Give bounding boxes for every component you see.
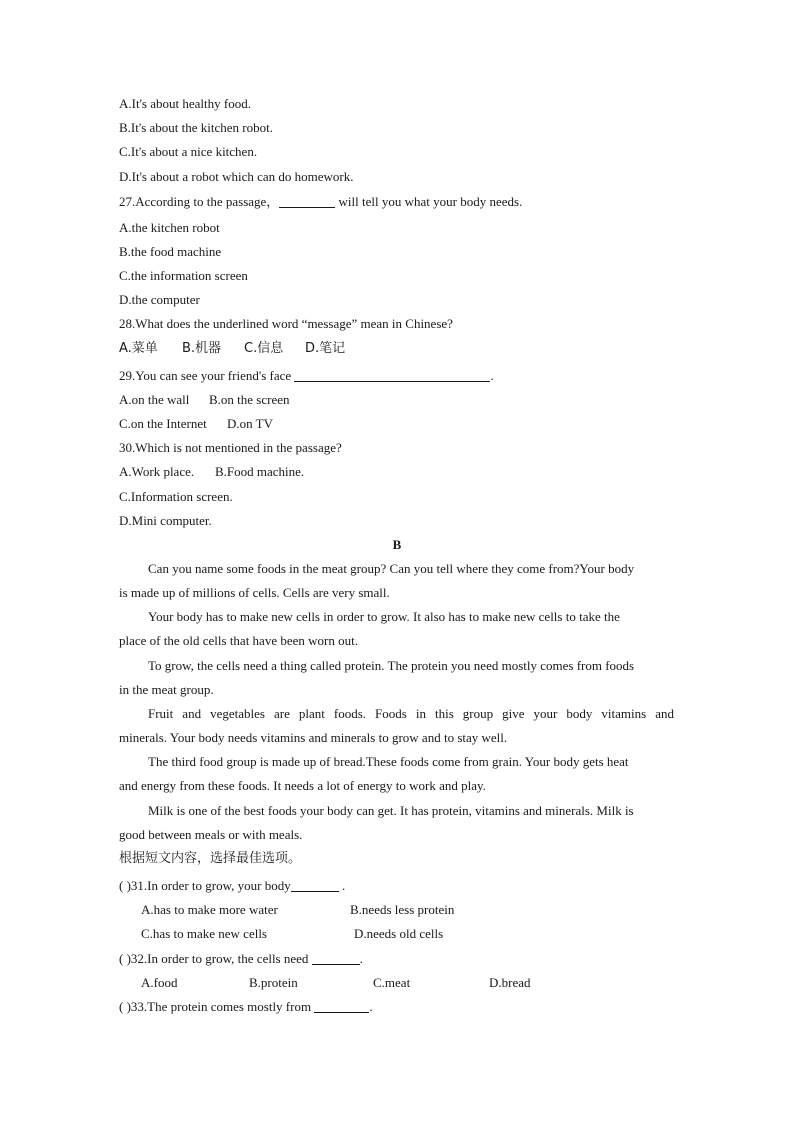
q30-option-d: D.Mini computer. <box>119 513 212 528</box>
q29-option-a: A.on the wall <box>119 392 190 407</box>
q31-option-b: B.needs less protein <box>350 902 455 917</box>
para3-line1: To grow, the cells need a thing called protein. The protein you need mostly comes from foods <box>148 658 635 673</box>
q29-option-d: D.on TV <box>227 416 273 431</box>
para2-line1: Your body has to make new cells in order to grow. It also has to make new cells to take the <box>148 609 620 624</box>
q27-option-d: D.the computer <box>119 292 200 307</box>
q28-option-b: B.机器 <box>182 341 222 356</box>
q33-stem-after: . <box>369 999 373 1014</box>
q32-option-d: D.bread <box>489 975 531 990</box>
q31-stem <box>119 878 345 894</box>
para3-line2: in the meat group. <box>119 682 214 697</box>
q32-option-b: B.protein <box>249 975 298 990</box>
q31-stem-before: 31.In order to grow, your body <box>130 878 291 893</box>
para6-line2: good between meals or with meals. <box>119 827 303 842</box>
q32-answer-paren: ( ) <box>119 951 131 966</box>
q31-answer-paren: ( ) <box>119 878 131 893</box>
para1-line2: is made up of millions of cells. Cells are very small. <box>119 585 390 600</box>
q31-stem-after: . <box>338 878 346 893</box>
q27-stem <box>119 194 522 210</box>
para2-line2: place of the old cells that have been worn out. <box>119 633 358 648</box>
q30-option-b: B.Food machine. <box>215 464 305 479</box>
q31-option-a: A.has to make more water <box>141 902 278 917</box>
q29-stem-before: 29.You can see your friend's face <box>119 368 295 383</box>
q27-option-a: A.the kitchen robot <box>119 220 220 235</box>
para4-line1: Fruit and vegetables are plant foods. Foods in this group give your body vitamins and <box>148 706 674 721</box>
q33-stem-before: 33.The protein comes mostly from <box>130 999 315 1014</box>
para1-line1: Can you name some foods in the meat group? Can you tell where they come from?Your body <box>148 561 635 576</box>
q32-answer-blank <box>312 952 360 965</box>
q32-stem-after: . <box>359 951 363 966</box>
q29-stem-after: . <box>490 368 494 383</box>
q30-option-a: A.Work place. <box>119 464 195 479</box>
q28-stem: 28.What does the underlined word “message” mean in Chinese? <box>119 316 453 331</box>
q32-stem <box>119 951 363 967</box>
q26-option-b: B.It's about the kitchen robot. <box>119 120 273 135</box>
q32-option-a: A.food <box>141 975 178 990</box>
q32-option-c: C.meat <box>373 975 411 990</box>
section-b-heading: B <box>392 537 402 552</box>
para6-line1: Milk is one of the best foods your body can get. It has protein, vitamins and minerals. Milk is <box>148 803 634 818</box>
q31-answer-blank <box>291 879 339 892</box>
q31-option-d: D.needs old cells <box>354 926 444 941</box>
q33-answer-paren: ( ) <box>119 999 131 1014</box>
q31-option-c: C.has to make new cells <box>141 926 267 941</box>
q29-option-b: B.on the screen <box>209 392 290 407</box>
q32-stem-before: 32.In order to grow, the cells need <box>130 951 312 966</box>
q28-option-c: C.信息 <box>244 341 284 356</box>
q27-answer-blank <box>279 195 335 208</box>
instruction-text: 根据短文内容，选择最佳选项。 <box>119 851 302 866</box>
q27-option-c: C.the information screen <box>119 268 248 283</box>
q29-option-c: C.on the Internet <box>119 416 207 431</box>
para5-line2: and energy from these foods. It needs a lot of energy to work and play. <box>119 778 486 793</box>
q27-stem-after: will tell you what your body needs. <box>335 194 523 209</box>
q29-answer-blank <box>294 369 490 382</box>
q33-answer-blank <box>314 1000 369 1013</box>
q26-option-a: A.It's about healthy food. <box>119 96 251 111</box>
q28-option-a: A.菜单 <box>119 341 158 356</box>
para4-line2: minerals. Your body needs vitamins and minerals to grow and to stay well. <box>119 730 508 745</box>
q27-stem-before: 27.According to the passage， <box>119 194 280 209</box>
para5-line1: The third food group is made up of bread.These foods come from grain. Your body gets heat <box>148 754 629 769</box>
q29-stem <box>119 368 494 384</box>
q33-stem <box>119 999 373 1015</box>
q26-option-d: D.It's about a robot which can do homework. <box>119 169 354 184</box>
q30-option-c: C.Information screen. <box>119 489 233 504</box>
q28-option-d: D.笔记 <box>305 341 346 356</box>
q27-option-b: B.the food machine <box>119 244 222 259</box>
q26-option-c: C.It's about a nice kitchen. <box>119 144 258 159</box>
q30-stem: 30.Which is not mentioned in the passage? <box>119 440 342 455</box>
